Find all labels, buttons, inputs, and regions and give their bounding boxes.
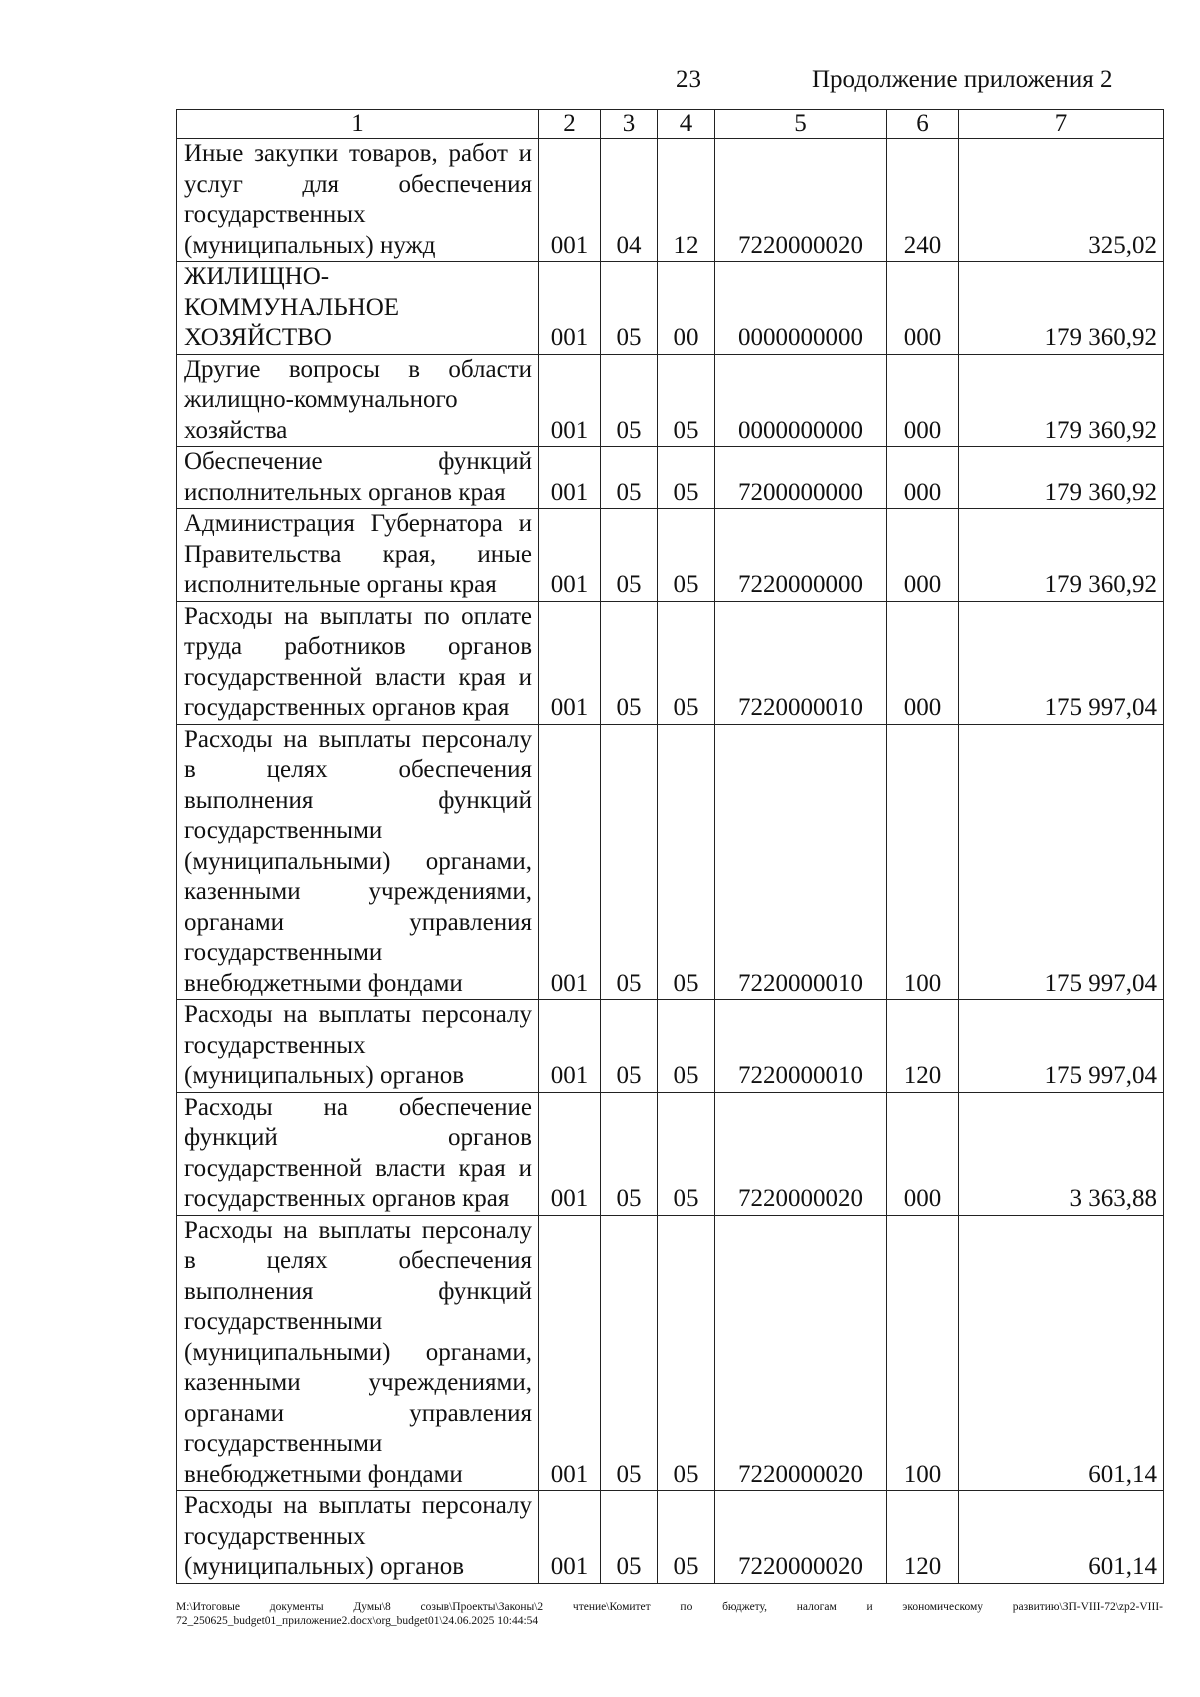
- row-amount: 179 360,92: [959, 447, 1164, 509]
- budget-table: [176, 109, 1164, 1584]
- row-section: 05: [601, 1215, 658, 1491]
- row-expense-type: 100: [887, 724, 959, 1000]
- row-section: 05: [601, 354, 658, 447]
- row-subsection: 05: [658, 724, 715, 1000]
- row-target-article: 7220000020: [715, 1092, 887, 1215]
- table-row: [177, 1491, 1164, 1584]
- file-path-footer: М:\Итоговые документы Думы\8 созыв\Проекты\Законы\2 чтение\Комитет по бюджету, налогам и экономическому развитию\ЗП-VIII-72\zp2-VIII-72_250625_budget01_приложение2.docx\org_budget01\24.06.2025 10:44:54: [176, 1601, 1163, 1627]
- row-amount: 179 360,92: [959, 262, 1164, 355]
- column-header: 1: [177, 110, 539, 139]
- row-expense-type: 240: [887, 139, 959, 262]
- row-section: 05: [601, 724, 658, 1000]
- row-section: 04: [601, 139, 658, 262]
- row-admin-code: 001: [539, 447, 601, 509]
- row-section: 05: [601, 262, 658, 355]
- row-admin-code: 001: [539, 724, 601, 1000]
- row-subsection: 05: [658, 1000, 715, 1093]
- row-name: Расходы на выплаты персоналу государственных (муниципальных) органов: [177, 1000, 539, 1093]
- row-amount: 175 997,04: [959, 724, 1164, 1000]
- row-section: 05: [601, 1092, 658, 1215]
- row-amount: 175 997,04: [959, 1000, 1164, 1093]
- table-row: [177, 601, 1164, 724]
- table-row: [177, 354, 1164, 447]
- row-target-article: 7220000020: [715, 1215, 887, 1491]
- row-admin-code: 001: [539, 1491, 601, 1584]
- row-expense-type: 000: [887, 509, 959, 602]
- row-target-article: 7220000020: [715, 1491, 887, 1584]
- row-name: Расходы на выплаты по оплате труда работников органов государственной власти края и государственных органов края: [177, 601, 539, 724]
- row-target-article: 0000000000: [715, 262, 887, 355]
- row-admin-code: 001: [539, 509, 601, 602]
- row-subsection: 12: [658, 139, 715, 262]
- table-row: [177, 724, 1164, 1000]
- row-amount: 175 997,04: [959, 601, 1164, 724]
- column-header: 6: [887, 110, 959, 139]
- row-section: 05: [601, 601, 658, 724]
- row-subsection: 05: [658, 1215, 715, 1491]
- column-header: 3: [601, 110, 658, 139]
- row-admin-code: 001: [539, 601, 601, 724]
- table-row: [177, 447, 1164, 509]
- row-expense-type: 100: [887, 1215, 959, 1491]
- row-target-article: 0000000000: [715, 354, 887, 447]
- row-name: ЖИЛИЩНО-КОММУНАЛЬНОЕ ХОЗЯЙСТВО: [177, 262, 539, 355]
- row-name: Иные закупки товаров, работ и услуг для обеспечения государственных (муниципальных) нужд: [177, 139, 539, 262]
- row-admin-code: 001: [539, 1215, 601, 1491]
- row-subsection: 05: [658, 354, 715, 447]
- row-amount: 179 360,92: [959, 354, 1164, 447]
- row-amount: 325,02: [959, 139, 1164, 262]
- row-subsection: 05: [658, 1491, 715, 1584]
- row-name: Обеспечение функций исполнительных органов края: [177, 447, 539, 509]
- row-expense-type: 120: [887, 1491, 959, 1584]
- row-name: Расходы на выплаты персоналу в целях обеспечения выполнения функций государственными (муниципальными) органами, казенными учреждениями, органами управления государственными внебюджетными фондами: [177, 1215, 539, 1491]
- row-subsection: 05: [658, 1092, 715, 1215]
- row-target-article: 7220000010: [715, 601, 887, 724]
- table-row: [177, 139, 1164, 262]
- table-row: [177, 1092, 1164, 1215]
- row-name: Расходы на обеспечение функций органов государственной власти края и государственных органов края: [177, 1092, 539, 1215]
- row-target-article: 7220000010: [715, 724, 887, 1000]
- row-subsection: 00: [658, 262, 715, 355]
- column-header: 5: [715, 110, 887, 139]
- row-admin-code: 001: [539, 1000, 601, 1093]
- row-target-article: 7200000000: [715, 447, 887, 509]
- row-expense-type: 000: [887, 601, 959, 724]
- row-name: Другие вопросы в области жилищно-коммунального хозяйства: [177, 354, 539, 447]
- column-header: 7: [959, 110, 1164, 139]
- row-target-article: 7220000010: [715, 1000, 887, 1093]
- row-expense-type: 000: [887, 1092, 959, 1215]
- table-header-row: [177, 110, 1164, 139]
- row-amount: 3 363,88: [959, 1092, 1164, 1215]
- row-expense-type: 000: [887, 354, 959, 447]
- row-name: Расходы на выплаты персоналу в целях обеспечения выполнения функций государственными (муниципальными) органами, казенными учреждениями, органами управления государственными внебюджетными фондами: [177, 724, 539, 1000]
- row-amount: 179 360,92: [959, 509, 1164, 602]
- row-target-article: 7220000000: [715, 509, 887, 602]
- row-admin-code: 001: [539, 354, 601, 447]
- table-row: [177, 509, 1164, 602]
- row-target-article: 7220000020: [715, 139, 887, 262]
- table-row: [177, 262, 1164, 355]
- row-section: 05: [601, 509, 658, 602]
- column-header: 4: [658, 110, 715, 139]
- row-subsection: 05: [658, 509, 715, 602]
- column-header: 2: [539, 110, 601, 139]
- row-section: 05: [601, 1491, 658, 1584]
- row-name: Расходы на выплаты персоналу государственных (муниципальных) органов: [177, 1491, 539, 1584]
- row-amount: 601,14: [959, 1215, 1164, 1491]
- page-number: 23: [676, 66, 701, 93]
- row-amount: 601,14: [959, 1491, 1164, 1584]
- row-section: 05: [601, 1000, 658, 1093]
- row-section: 05: [601, 447, 658, 509]
- row-expense-type: 000: [887, 447, 959, 509]
- row-subsection: 05: [658, 601, 715, 724]
- table-row: [177, 1215, 1164, 1491]
- row-expense-type: 000: [887, 262, 959, 355]
- row-name: Администрация Губернатора и Правительства края, иные исполнительные органы края: [177, 509, 539, 602]
- appendix-continuation-note: Продолжение приложения 2: [812, 66, 1113, 93]
- row-subsection: 05: [658, 447, 715, 509]
- table-row: [177, 1000, 1164, 1093]
- row-admin-code: 001: [539, 262, 601, 355]
- row-admin-code: 001: [539, 1092, 601, 1215]
- row-expense-type: 120: [887, 1000, 959, 1093]
- row-admin-code: 001: [539, 139, 601, 262]
